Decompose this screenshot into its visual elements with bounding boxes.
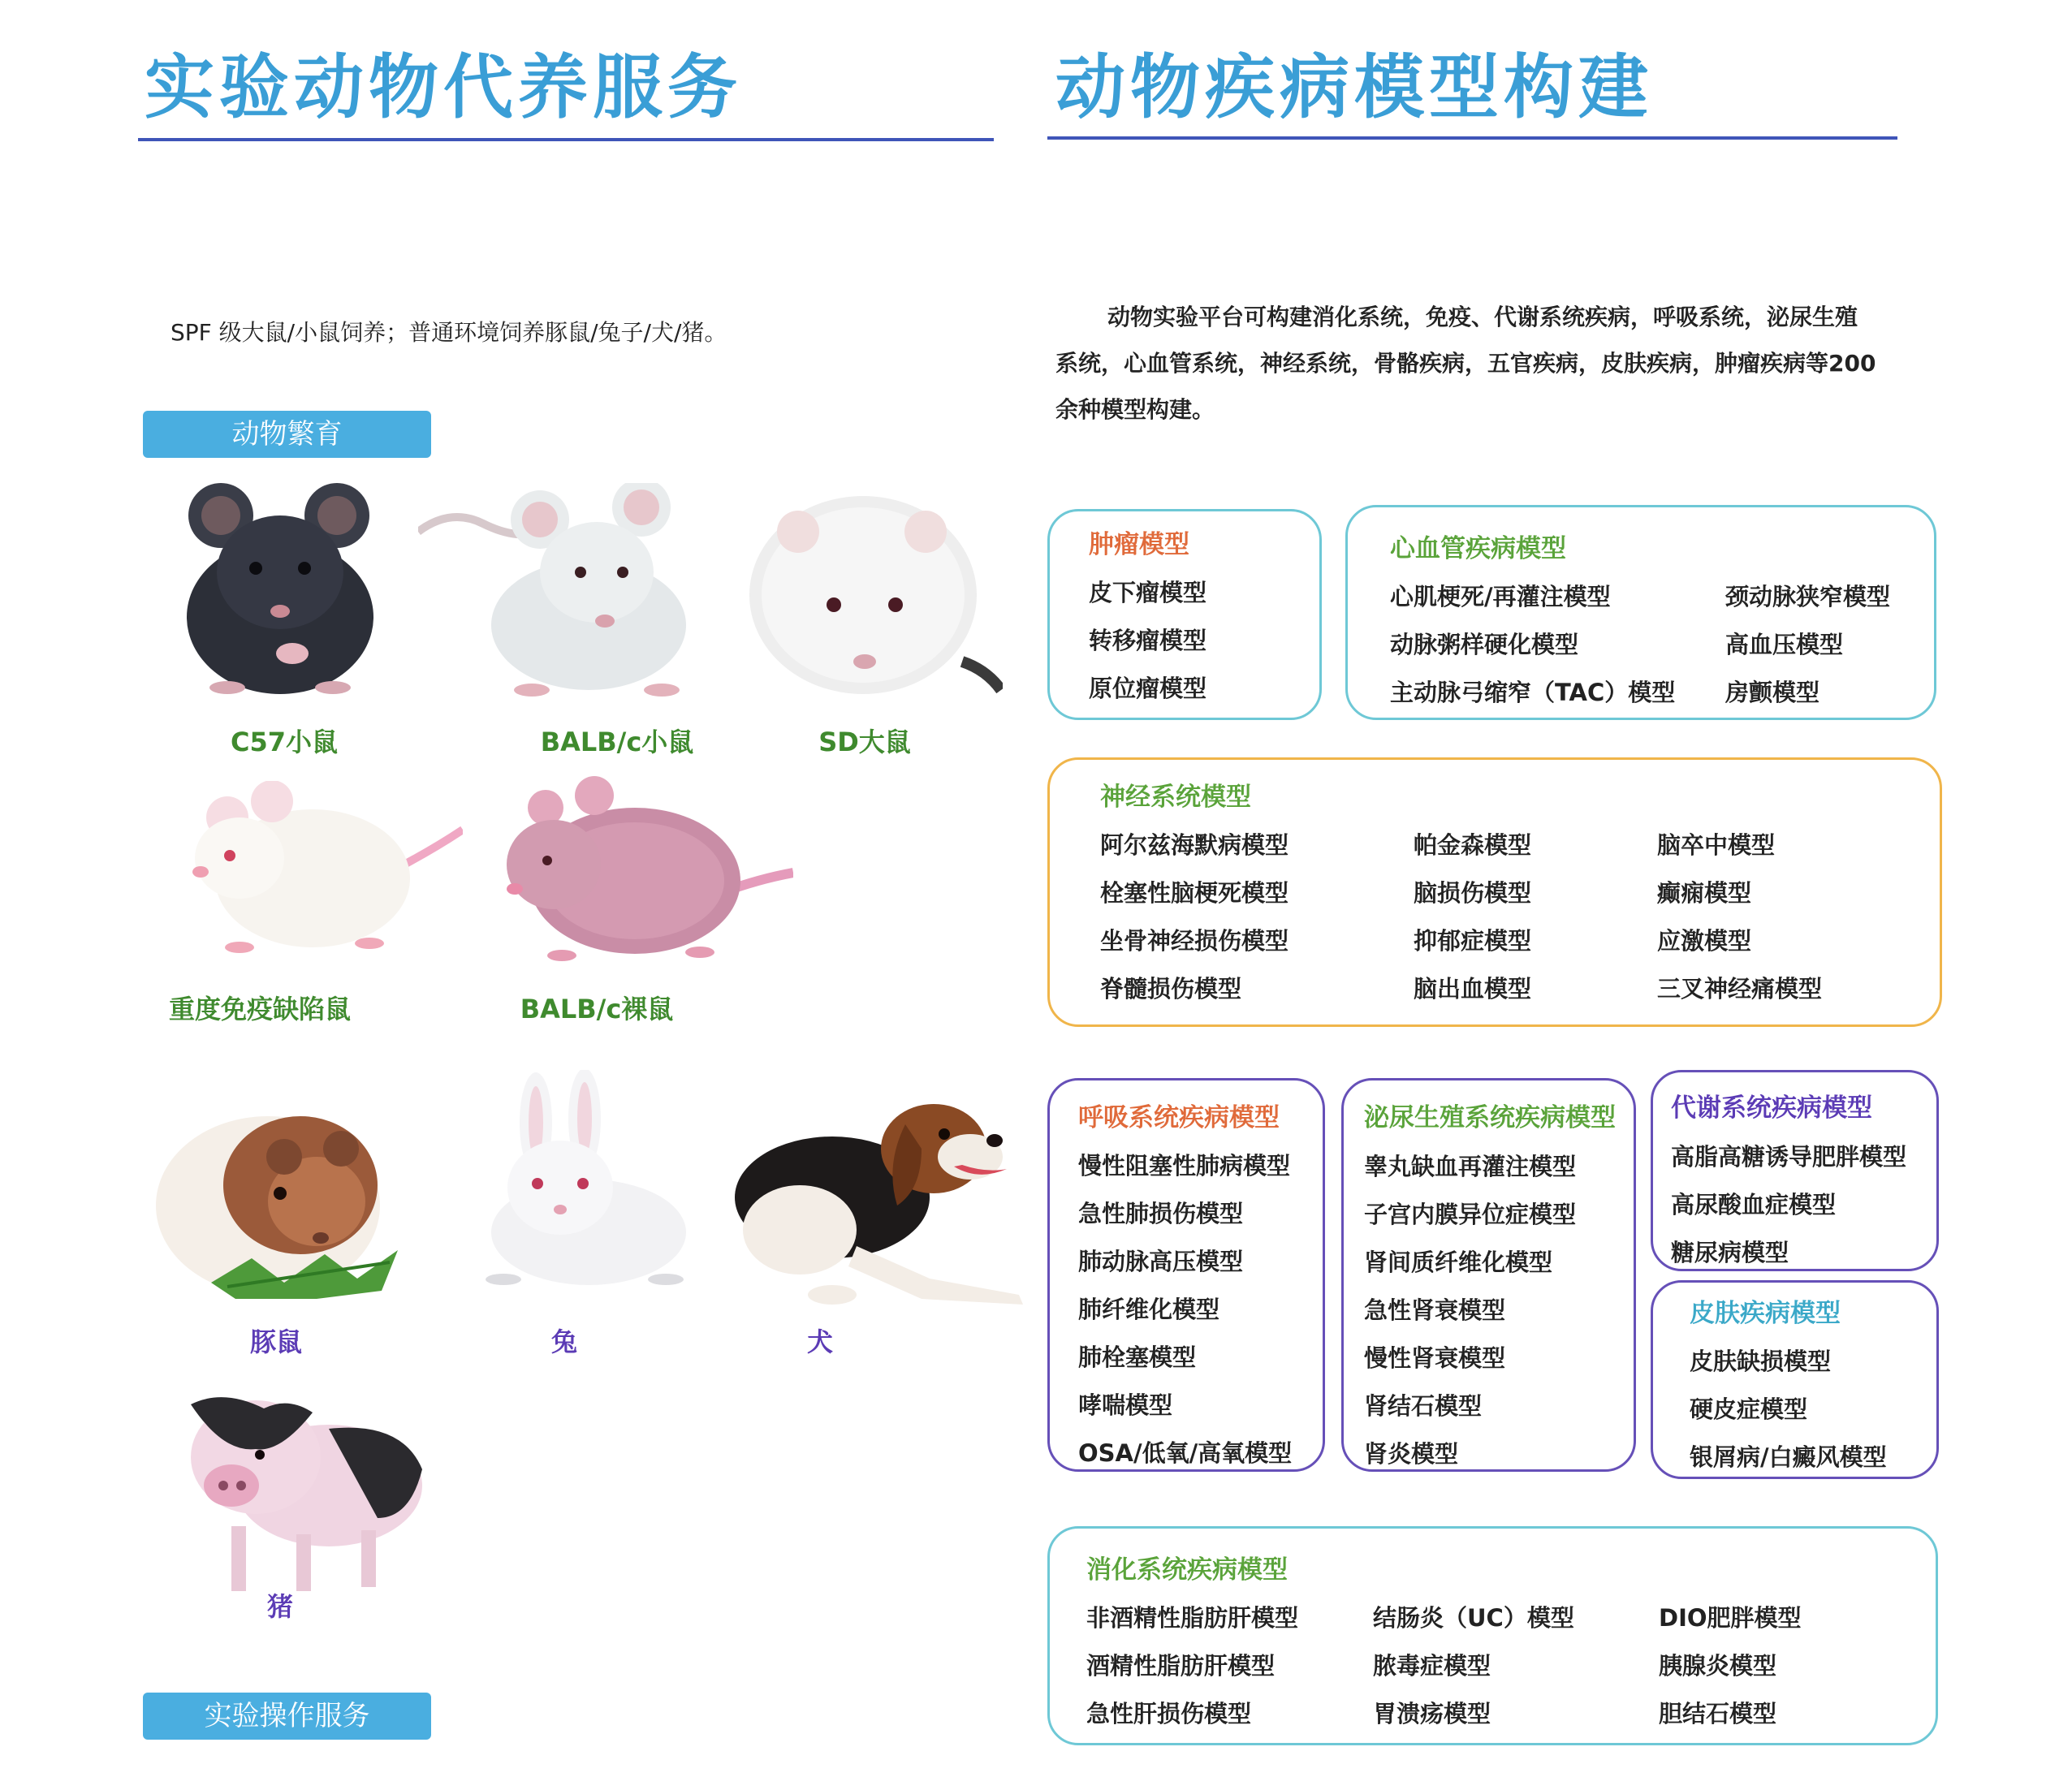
- digestive-item: 胃溃疡模型: [1373, 1700, 1491, 1727]
- digestive-title: 消化系统疾病模型: [1086, 1555, 1288, 1585]
- scid-mouse-image: [183, 781, 463, 961]
- urogenital-models-box: [1341, 1078, 1636, 1472]
- cardio-item: 房颤模型: [1725, 679, 1820, 706]
- digestive-item: 脓毒症模型: [1373, 1652, 1491, 1680]
- tumor-item: 皮下瘤模型: [1089, 579, 1207, 606]
- neuro-item: 癫痫模型: [1657, 879, 1752, 907]
- caption-c57: C57小鼠: [230, 727, 339, 757]
- cardio-item: 颈动脉狭窄模型: [1725, 583, 1891, 610]
- urogenital-title: 泌尿生殖系统疾病模型: [1364, 1103, 1616, 1132]
- respiratory-item: 肺栓塞模型: [1078, 1344, 1197, 1371]
- metabolic-title: 代谢系统疾病模型: [1671, 1093, 1872, 1123]
- urogenital-item: 慢性肾衰模型: [1364, 1344, 1506, 1372]
- skin-models-box: [1651, 1280, 1939, 1479]
- left-title: 实验动物代养服务: [145, 47, 742, 128]
- right-title-rule: [1047, 136, 1897, 140]
- caption-sd-rat: SD大鼠: [818, 727, 911, 757]
- tumor-models-box: [1047, 509, 1322, 720]
- neuro-item: 帕金森模型: [1414, 831, 1532, 859]
- digestive-item: 酒精性脂肪肝模型: [1086, 1652, 1276, 1680]
- neuro-item: 栓塞性脑梗死模型: [1100, 879, 1289, 907]
- neuro-item: 三叉神经痛模型: [1657, 975, 1823, 1003]
- digestive-item: 胆结石模型: [1659, 1700, 1777, 1727]
- tumor-item: 转移瘤模型: [1089, 627, 1207, 654]
- urogenital-item: 肾结石模型: [1364, 1392, 1483, 1420]
- paragraph-line-1: 动物实验平台可构建消化系统，免疫、代谢系统疾病，呼吸系统，泌尿生殖: [1107, 304, 1858, 330]
- digestive-item: 急性肝损伤模型: [1086, 1700, 1252, 1727]
- cardio-models-box: [1345, 505, 1936, 720]
- right-paragraph: [1055, 294, 1932, 433]
- respiratory-item: 哮喘模型: [1078, 1391, 1173, 1419]
- caption-dog: 犬: [806, 1326, 833, 1357]
- metabolic-item: 高尿酸血症模型: [1671, 1191, 1837, 1218]
- cardio-title: 心血管疾病模型: [1390, 534, 1566, 563]
- respiratory-models-box: [1047, 1078, 1325, 1472]
- balbc-mouse-image: [418, 483, 698, 702]
- dog-image: [735, 1092, 1027, 1315]
- caption-guinea-pig: 豚鼠: [249, 1326, 302, 1357]
- tumor-item: 原位瘤模型: [1089, 675, 1207, 702]
- urogenital-item: 子宫内膜异位症模型: [1364, 1201, 1577, 1228]
- neuro-item: 脑卒中模型: [1657, 831, 1776, 859]
- neuro-models-box: [1047, 757, 1942, 1027]
- breeding-label: 动物繁育: [143, 411, 431, 458]
- metabolic-models-box: [1651, 1070, 1939, 1271]
- left-title-rule: [138, 138, 994, 141]
- caption-balbc: BALB/c小鼠: [540, 727, 694, 757]
- digestive-item: DIO肥胖模型: [1659, 1604, 1802, 1632]
- urogenital-item: 睾丸缺血再灌注模型: [1364, 1153, 1577, 1180]
- skin-item: 硬皮症模型: [1690, 1395, 1808, 1423]
- c57-mouse-image: [171, 475, 390, 698]
- urogenital-item: 肾间质纤维化模型: [1364, 1249, 1553, 1276]
- digestive-models-box: [1047, 1526, 1938, 1745]
- cardio-item: 高血压模型: [1725, 631, 1844, 658]
- nude-mouse-image: [497, 775, 793, 966]
- sd-rat-image: [743, 475, 1003, 698]
- skin-item: 银屑病/白癜风模型: [1690, 1443, 1887, 1471]
- urogenital-item: 肾炎模型: [1364, 1440, 1459, 1468]
- tumor-title: 肿瘤模型: [1089, 530, 1189, 559]
- cardio-item: 动脉粥样硬化模型: [1390, 631, 1579, 658]
- paragraph-line-2: 系统，心血管系统，神经系统，骨骼疾病，五官疾病，皮肤疾病，肿瘤疾病等200: [1055, 350, 1876, 377]
- respiratory-item: 慢性阻塞性肺病模型: [1078, 1152, 1291, 1180]
- rabbit-image: [479, 1070, 694, 1289]
- caption-rabbit: 兔: [550, 1326, 577, 1357]
- cardio-item: 主动脉弓缩窄（TAC）模型: [1390, 679, 1676, 706]
- digestive-item: 非酒精性脂肪肝模型: [1086, 1604, 1299, 1632]
- neuro-item: 脑损伤模型: [1414, 879, 1532, 907]
- skin-title: 皮肤疾病模型: [1690, 1299, 1841, 1328]
- digestive-item: 结肠炎（UC）模型: [1373, 1604, 1574, 1632]
- digestive-item: 胰腺炎模型: [1659, 1652, 1777, 1680]
- guinea-pig-image: [154, 1096, 402, 1307]
- caption-scid: 重度免疫缺陷鼠: [168, 994, 351, 1024]
- paragraph-line-3: 余种模型构建。: [1055, 396, 1215, 423]
- neuro-item: 应激模型: [1657, 927, 1752, 955]
- respiratory-item: 肺动脉高压模型: [1078, 1248, 1244, 1275]
- respiratory-item: 肺纤维化模型: [1078, 1296, 1220, 1323]
- respiratory-item: 急性肺损伤模型: [1078, 1200, 1244, 1227]
- metabolic-item: 糖尿病模型: [1671, 1239, 1789, 1266]
- caption-nude: BALB/c裸鼠: [520, 994, 674, 1024]
- skin-item: 皮肤缺损模型: [1690, 1348, 1832, 1375]
- cardio-item: 心肌梗死/再灌注模型: [1390, 583, 1611, 610]
- left-intro: SPF 级大鼠/小鼠饲养；普通环境饲养豚鼠/兔子/犬/猪。: [171, 319, 727, 346]
- metabolic-item: 高脂高糖诱导肥胖模型: [1671, 1143, 1907, 1171]
- caption-pig: 猪: [266, 1591, 293, 1622]
- neuro-item: 抑郁症模型: [1414, 927, 1532, 955]
- neuro-item: 脊髓损伤模型: [1100, 975, 1242, 1003]
- respiratory-item: OSA/低氧/高氧模型: [1078, 1439, 1293, 1467]
- pig-image: [175, 1380, 426, 1599]
- right-title: 动物疾病模型构建: [1055, 47, 1653, 128]
- respiratory-title: 呼吸系统疾病模型: [1078, 1103, 1280, 1132]
- ops-label: 实验操作服务: [143, 1693, 431, 1740]
- neuro-title: 神经系统模型: [1100, 783, 1251, 812]
- neuro-item: 脑出血模型: [1414, 975, 1532, 1003]
- urogenital-item: 急性肾衰模型: [1364, 1296, 1506, 1324]
- neuro-item: 阿尔兹海默病模型: [1100, 831, 1289, 859]
- neuro-item: 坐骨神经损伤模型: [1100, 927, 1289, 955]
